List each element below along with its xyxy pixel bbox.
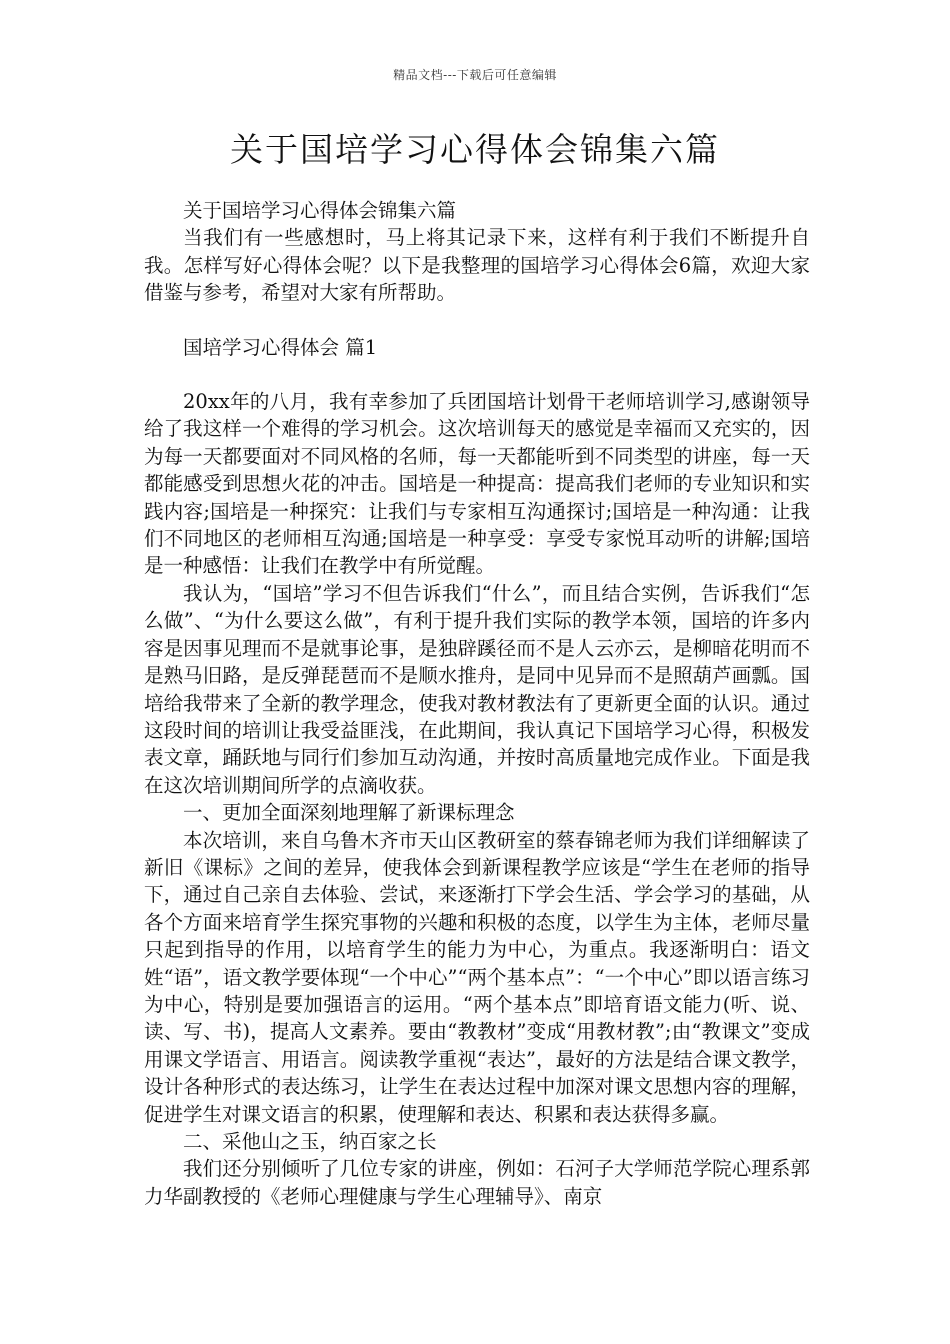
document-body (144, 197, 810, 1210)
body-paragraph: 我认为，“国培”学习不但告诉我们“什么”，而且结合实例，告诉我们“怎么做”、“为什么要这么做”，有利于提升我们实际的教学本领，国培的许多内容是因事见理而不是就事论事，是独辟蹊径而不是人云亦云，是柳暗花明而不是熟马旧路，是反弹琵琶而不是顺水推舟，是同中见异而不是照葫芦画瓢。国培给我带来了全新的教学理念，使我对教材教法有了更新更全面的认识。通过这段时间的培训让我受益匪浅，在此期间，我认真记下国培学习心得，积极发表文章，踊跃地与同行们参加互动沟通，并按时高质量地完成作业。下面是我在这次培训期间所学的点滴收获。 (144, 581, 810, 797)
body-paragraph: 我们还分别倾听了几位专家的讲座，例如：石河子大学师范学院心理系郭力华副教授的《老师心理健康与学生心理辅导》、南京 (144, 1157, 810, 1208)
header-note: 精品文档---下载后可任意编辑 (393, 68, 557, 82)
intro-title-line: 关于国培学习心得体会锦集六篇 (183, 199, 457, 222)
document-title: 关于国培学习心得体会锦集六篇 (230, 130, 720, 169)
body-paragraph: 20xx年的八月，我有幸参加了兵团国培计划骨干老师培训学习,感谢领导给了我这样一个难得的学习机会。这次培训每天的感觉是幸福而又充实的，因为每一天都要面对不同风格的名师，每一天都能听到不同类型的讲座，每一天都能感受到思想火花的冲击。国培是一种提高：提高我们老师的专业知识和实践内容;国培是一种探究：让我们与专家相互沟通探讨;国培是一种沟通：让我们不同地区的老师相互沟通;国培是一种享受：享受专家悦耳动听的讲解;国培是一种感悟：让我们在教学中有所觉醒。 (144, 390, 810, 578)
subheading-2: 二、采他山之玉，纳百家之长 (183, 1130, 437, 1153)
body-paragraph: 本次培训，来自乌鲁木齐市天山区教研室的蔡春锦老师为我们详细解读了新旧《课标》之间的差异，使我体会到新课程教学应该是“学生在老师的指导下，通过自己亲自去体验、尝试，来逐渐打下学会生活、学会学习的基础，从各个方面来培育学生探究事物的兴趣和积极的态度，以学生为主体，老师尽量只起到指导的作用，以培育学生的能力为中心，为重点。我逐渐明白：语文姓“语”，语文教学要体现“一个中心”“两个基本点”：“一个中心”即以语言练习为中心，特别是要加强语言的运用。“两个基本点”即培育语文能力(听、说、读、写、书)，提高人文素养。要由“教教材”变成“用教材教”;由“教课文”变成用课文学语言、用语言。阅读教学重视“表达”，最好的方法是结合课文教学，设计各种形式的表达练习，让学生在表达过程中加深对课文思想内容的理解，促进学生对课文语言的积累，使理解和表达、积累和表达获得多赢。 (144, 828, 810, 1126)
subheading-1: 一、更加全面深刻地理解了新课标理念 (183, 801, 515, 825)
intro-paragraph: 当我们有一些感想时，马上将其记录下来，这样有利于我们不断提升自我。怎样写好心得体会呢？以下是我整理的国培学习心得体会6篇，欢迎大家借鉴与参考，希望对大家有所帮助。 (144, 226, 810, 305)
section-heading-part-1: 国培学习心得体会 篇1 (183, 335, 378, 359)
